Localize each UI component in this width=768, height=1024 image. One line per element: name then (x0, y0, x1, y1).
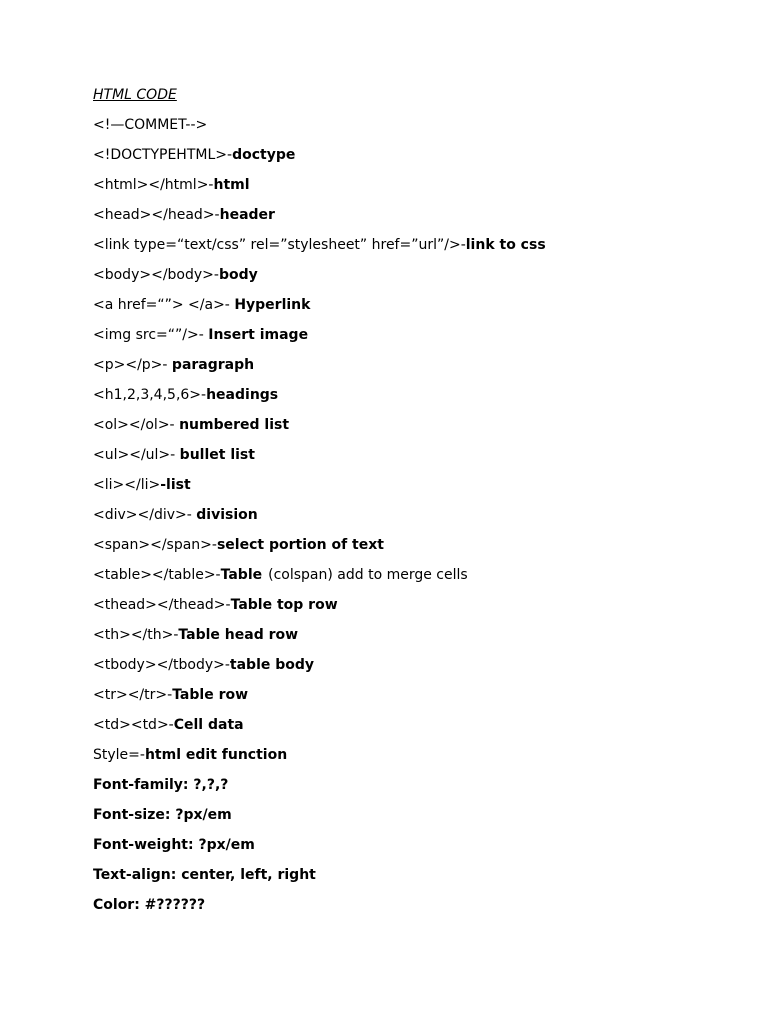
description-text: Font-weight: ?px/em (93, 837, 255, 853)
code-text: <thead></thead>- (93, 597, 231, 613)
code-text: <head></head>- (93, 207, 220, 223)
description-text: Table top row (230, 597, 338, 613)
text-line (93, 776, 733, 806)
code-text: <img src=“”/>- (93, 327, 209, 343)
text-line (93, 326, 733, 356)
code-text: <p></p>- (93, 357, 172, 373)
text-line (93, 686, 733, 716)
text-line (93, 536, 733, 566)
description-text: headings (206, 387, 279, 403)
code-text: <span></span>- (93, 537, 217, 553)
description-text: bullet list (179, 447, 255, 463)
text-line (93, 566, 733, 596)
description-text: Font-size: ?px/em (93, 807, 232, 823)
document-title: HTML CODE (93, 87, 177, 103)
text-line (93, 746, 733, 776)
text-line (93, 116, 733, 146)
code-text: <li></li> (93, 477, 161, 493)
code-text: <div></div>- (93, 507, 197, 523)
text-line (93, 626, 733, 656)
code-text: <tbody></tbody>- (93, 657, 230, 673)
text-line (93, 416, 733, 446)
code-text: <table></table>- (93, 567, 221, 583)
description-text: Font-family: ?,?,? (93, 777, 229, 793)
description-text: table body (229, 657, 315, 673)
code-text: <link type=“text/css” rel=”stylesheet” href=”url”/>- (93, 237, 466, 253)
code-text: Style=- (93, 747, 145, 763)
text-line (93, 266, 733, 296)
text-line (93, 866, 733, 896)
description-text: Table (220, 567, 263, 583)
code-text: <!DOCTYPEHTML>- (93, 147, 233, 163)
description-text: html (213, 177, 250, 193)
text-line (93, 896, 733, 926)
text-line (93, 236, 733, 266)
text-line (93, 386, 733, 416)
description-text: paragraph (171, 357, 255, 373)
text-line (93, 146, 733, 176)
code-text: <!—COMMET--> (93, 117, 208, 133)
description-text: Cell data (173, 717, 244, 733)
code-text: <td><td>- (93, 717, 174, 733)
text-line (93, 296, 733, 326)
description-text: Hyperlink (234, 297, 311, 313)
description-text: doctype (232, 147, 296, 163)
text-line (93, 506, 733, 536)
text-line (93, 656, 733, 686)
description-text: -list (160, 477, 191, 493)
text-line (93, 596, 733, 626)
description-text: link to css (465, 237, 546, 253)
description-text: header (219, 207, 275, 223)
code-text: <body></body>- (93, 267, 219, 283)
note-text: (colspan) add to merge cells (268, 567, 468, 583)
description-text: select portion of text (216, 537, 384, 553)
description-text: Table row (172, 687, 249, 703)
code-text: <h1,2,3,4,5,6>- (93, 387, 207, 403)
code-text: <a href=“”> </a>- (93, 297, 235, 313)
description-text: division (196, 507, 258, 523)
description-text: body (218, 267, 258, 283)
text-line (93, 446, 733, 476)
code-text: <tr></tr>- (93, 687, 173, 703)
code-text: <html></html>- (93, 177, 214, 193)
code-text: <th></th>- (93, 627, 179, 643)
description-text: html edit function (144, 747, 288, 763)
document-content (93, 86, 733, 926)
text-line (93, 716, 733, 746)
text-line (93, 206, 733, 236)
description-text: numbered list (179, 417, 290, 433)
code-text: <ol></ol>- (93, 417, 180, 433)
text-line (93, 476, 733, 506)
description-text: Text-align: center, left, right (93, 867, 316, 883)
description-text: Color: #?????? (93, 897, 206, 913)
description-text: Insert image (208, 327, 309, 343)
document-title-line (93, 86, 733, 116)
text-line (93, 356, 733, 386)
text-line (93, 176, 733, 206)
text-line (93, 836, 733, 866)
text-line (93, 806, 733, 836)
code-text: <ul></ul>- (93, 447, 180, 463)
description-text: Table head row (178, 627, 299, 643)
